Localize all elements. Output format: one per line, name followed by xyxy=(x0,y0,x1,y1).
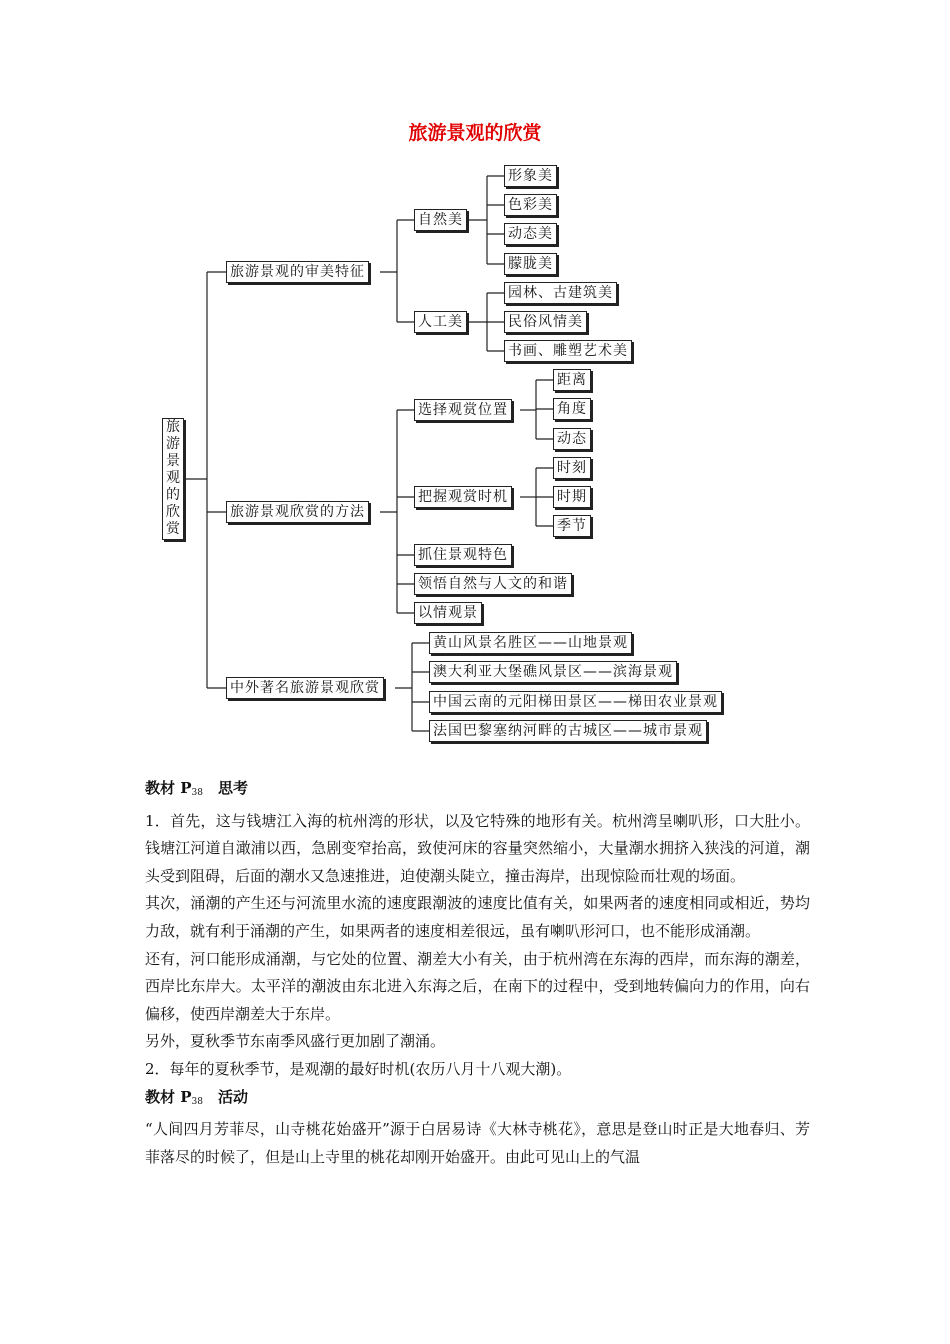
leaf-node: 民俗风情美 xyxy=(504,311,587,333)
leaf-node: 形象美 xyxy=(504,165,557,187)
heading-text: 教材 P xyxy=(145,779,192,797)
node-natural-beauty: 自然美 xyxy=(414,209,467,231)
node-choose-position: 选择观赏位置 xyxy=(414,399,512,421)
page-subscript: 38 xyxy=(191,1096,203,1107)
root-char: 观 xyxy=(166,470,180,486)
answer-text xyxy=(145,775,810,1171)
leaf-node: 法国巴黎塞纳河畔的古城区——城市景观 xyxy=(429,720,707,742)
leaf-node: 中国云南的元阳梯田景区——梯田农业景观 xyxy=(429,691,722,713)
root-char: 赏 xyxy=(166,521,180,537)
paragraph: 还有，河口能形成涌潮，与它处的位置、潮差大小有关，由于杭州湾在东海的西岸，而东海的潮差，西岸比东岸大。太平洋的潮波由东北进入东海之后，在南下的过程中，受到地转偏向力的作用，向右偏移，使西岸潮差大于东岸。 xyxy=(145,949,810,1023)
page-subscript: 38 xyxy=(191,788,203,798)
node-appreciation-methods: 旅游景观欣赏的方法 xyxy=(226,501,369,523)
leaf-node: 园林、古建筑美 xyxy=(504,282,617,304)
heading-text: 活动 xyxy=(202,1087,248,1106)
leaf-node: 色彩美 xyxy=(504,194,557,216)
leaf-node: 动态美 xyxy=(504,223,557,245)
node-method: 领悟自然与人文的和谐 xyxy=(414,573,572,595)
leaf-node: 动态 xyxy=(553,428,591,450)
root-char: 旅 xyxy=(166,419,180,435)
page-title: 旅游景观的欣赏 xyxy=(408,122,542,144)
root-node xyxy=(162,418,184,540)
paragraph: “人间四月芳菲尽，山寺桃花始盛开”源于白居易诗《大林寺桃花》，意思是登山时正是大地春归、芳菲落尽的时候了，但是山上寺里的桃花却刚开始盛开。由此可见山上的气温 xyxy=(145,1120,810,1166)
section-heading xyxy=(145,1084,810,1117)
paragraph: 1．首先，这与钱塘江入海的杭州湾的形状，以及它特殊的地形有关。杭州湾呈喇叭形，口大肚小。钱塘江河道自澉浦以西，急剧变窄抬高，致使河床的容量突然缩小，大量潮水拥挤入狭浅的河道，潮头受到阻碍，后面的潮水又急速推进，迫使潮头陡立，撞击海岸，出现惊险而壮观的场面。 xyxy=(145,811,810,885)
heading-text: 思考 xyxy=(202,779,248,797)
paragraph: 其次，涌潮的产生还与河流里水流的速度跟潮波的速度比值有关，如果两者的速度相同或相近，势均力敌，就有利于涌潮的产生，如果两者的速度相差很远，虽有喇叭形河口，也不能形成涌潮。 xyxy=(145,894,810,940)
section-heading xyxy=(145,775,810,808)
paragraph: 2．每年的夏秋季节，是观潮的最好时机(农历八月十八观大潮)。 xyxy=(145,1059,572,1078)
root-char: 欣 xyxy=(166,504,180,520)
leaf-node: 黄山风景名胜区——山地景观 xyxy=(429,632,632,654)
root-char: 景 xyxy=(166,453,180,469)
paragraph: 另外，夏秋季节东南季风盛行更加剧了潮涌。 xyxy=(145,1032,446,1051)
node-method: 抓住景观特色 xyxy=(414,544,512,566)
node-method: 以情观景 xyxy=(414,602,482,624)
node-famous-landscapes: 中外著名旅游景观欣赏 xyxy=(226,677,384,699)
leaf-node: 朦胧美 xyxy=(504,253,557,275)
node-artificial-beauty: 人工美 xyxy=(414,311,467,333)
root-char: 游 xyxy=(166,436,180,452)
node-aesthetic-features: 旅游景观的审美特征 xyxy=(226,261,369,283)
heading-text: 教材 P xyxy=(145,1087,192,1106)
leaf-node: 澳大利亚大堡礁风景区——滨海景观 xyxy=(429,661,677,683)
leaf-node: 角度 xyxy=(553,398,591,420)
leaf-node: 距离 xyxy=(553,369,591,391)
leaf-node: 书画、雕塑艺术美 xyxy=(504,340,632,362)
leaf-node: 季节 xyxy=(553,515,591,537)
leaf-node: 时刻 xyxy=(553,457,591,479)
node-grasp-timing: 把握观赏时机 xyxy=(414,486,512,508)
leaf-node: 时期 xyxy=(553,486,591,508)
root-char: 的 xyxy=(166,487,180,503)
